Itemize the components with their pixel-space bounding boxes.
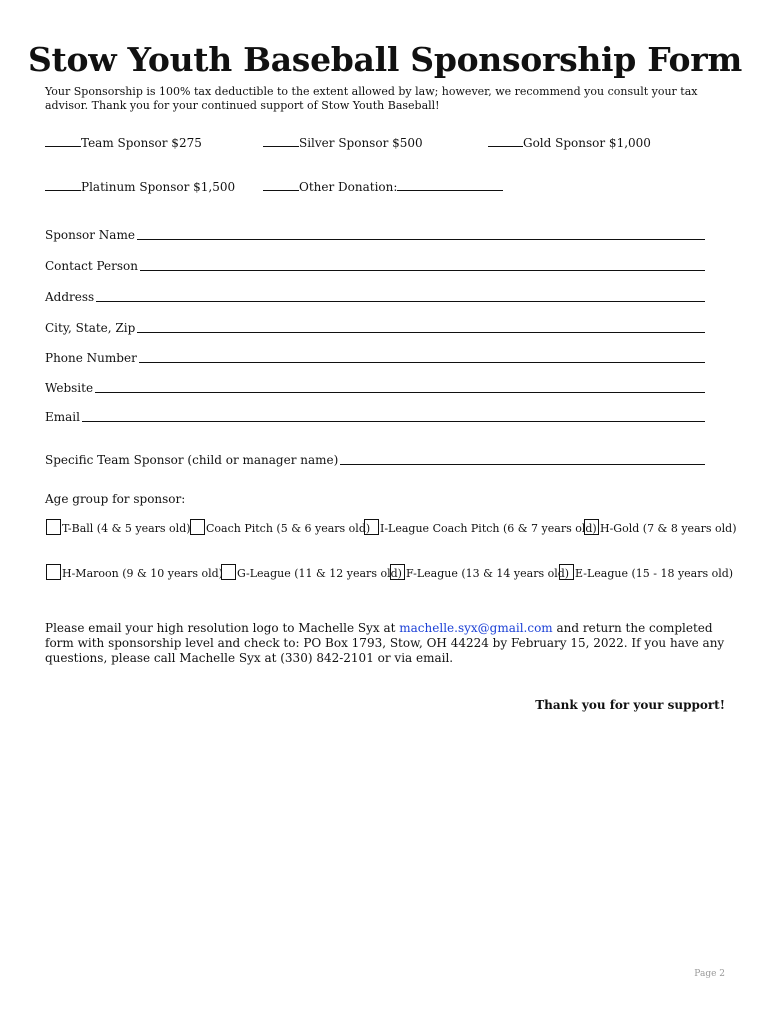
specific-team-field[interactable] bbox=[45, 453, 705, 467]
phone-line[interactable] bbox=[139, 362, 705, 363]
form-title: Stow Youth Baseball Sponsorship Form bbox=[28, 40, 742, 79]
phone-field[interactable] bbox=[45, 351, 705, 365]
age-option-f-league[interactable] bbox=[390, 564, 569, 580]
sponsor-name-field[interactable] bbox=[45, 228, 705, 242]
level-team bbox=[45, 136, 202, 150]
level-other bbox=[263, 180, 503, 194]
h-maroon-label: H-Maroon (9 & 10 years old) bbox=[62, 567, 223, 580]
level-gold bbox=[488, 136, 651, 150]
age-option-coach-pitch[interactable] bbox=[190, 519, 370, 535]
level-platinum-label: Platinum Sponsor $1,500 bbox=[81, 180, 236, 194]
g-league-checkbox[interactable] bbox=[221, 564, 236, 580]
h-gold-label: H-Gold (7 & 8 years old) bbox=[600, 522, 737, 535]
email-line[interactable] bbox=[82, 421, 705, 422]
contact-person-field[interactable] bbox=[45, 259, 705, 273]
i-league-label: I-League Coach Pitch (6 & 7 years old) bbox=[380, 522, 597, 535]
other-blank[interactable] bbox=[263, 190, 299, 191]
contact-person-label: Contact Person bbox=[45, 259, 138, 273]
e-league-label: E-League (15 - 18 years old) bbox=[575, 567, 734, 580]
age-option-tball[interactable] bbox=[46, 519, 191, 535]
level-silver-label: Silver Sponsor $500 bbox=[299, 136, 423, 150]
level-platinum bbox=[45, 180, 235, 194]
f-league-checkbox[interactable] bbox=[390, 564, 405, 580]
phone-label: Phone Number bbox=[45, 351, 137, 365]
sponsor-name-label: Sponsor Name bbox=[45, 228, 135, 242]
tball-label: T-Ball (4 & 5 years old) bbox=[62, 522, 191, 535]
age-option-e-league[interactable] bbox=[559, 564, 733, 580]
city-state-zip-field[interactable] bbox=[45, 321, 705, 335]
coach-pitch-checkbox[interactable] bbox=[190, 519, 205, 535]
e-league-checkbox[interactable] bbox=[559, 564, 574, 580]
contact-person-line[interactable] bbox=[140, 270, 705, 271]
team-blank[interactable] bbox=[45, 146, 81, 147]
h-gold-checkbox[interactable] bbox=[584, 519, 599, 535]
address-label: Address bbox=[45, 290, 95, 304]
i-league-checkbox[interactable] bbox=[364, 519, 379, 535]
city-state-zip-label: City, State, Zip bbox=[45, 321, 136, 335]
email-link[interactable]: machelle.syx@gmail.com bbox=[399, 621, 553, 635]
platinum-blank[interactable] bbox=[45, 190, 81, 191]
gold-blank[interactable] bbox=[488, 146, 523, 147]
website-field[interactable] bbox=[45, 381, 705, 395]
closing-text: Thank you for your support! bbox=[535, 698, 725, 712]
level-silver bbox=[263, 136, 423, 150]
instructions-after: and return the completed form with sponsorship level and check to: PO Box 1793, Stow, OH 44224 by February 15, 2022. If you have any questions, please call Machelle Syx at (330) 842-2101 or via email. bbox=[45, 621, 725, 665]
specific-team-label: Specific Team Sponsor (child or manager name) bbox=[45, 453, 339, 467]
age-option-h-gold[interactable] bbox=[584, 519, 737, 535]
f-league-label: F-League (13 & 14 years old) bbox=[406, 567, 570, 580]
website-label: Website bbox=[45, 381, 94, 395]
specific-team-line[interactable] bbox=[340, 464, 705, 465]
level-other-label: Other Donation: bbox=[299, 180, 398, 194]
g-league-label: G-League (11 & 12 years old) bbox=[237, 567, 402, 580]
age-option-i-league[interactable] bbox=[364, 519, 597, 535]
other-amount-line[interactable] bbox=[397, 190, 503, 191]
coach-pitch-label: Coach Pitch (5 & 6 years old) bbox=[206, 522, 371, 535]
h-maroon-checkbox[interactable] bbox=[46, 564, 61, 580]
email-field[interactable] bbox=[45, 410, 705, 424]
age-option-g-league[interactable] bbox=[221, 564, 402, 580]
instructions-paragraph bbox=[45, 621, 725, 666]
email-label: Email bbox=[45, 410, 80, 424]
tball-checkbox[interactable] bbox=[46, 519, 61, 535]
level-team-label: Team Sponsor $275 bbox=[81, 136, 202, 150]
age-option-h-maroon[interactable] bbox=[46, 564, 223, 580]
address-field[interactable] bbox=[45, 290, 705, 304]
intro-text: Your Sponsorship is 100% tax deductible to the extent allowed by law; however, we recommend you consult your tax advisor. Thank you for your continued support of Stow Youth Baseball! bbox=[45, 85, 698, 112]
sponsor-name-line[interactable] bbox=[137, 239, 705, 240]
instructions-before: Please email your high resolution logo to Machelle Syx at bbox=[45, 621, 400, 635]
age-group-label: Age group for sponsor: bbox=[45, 492, 186, 506]
website-line[interactable] bbox=[95, 392, 705, 393]
address-line[interactable] bbox=[96, 301, 705, 302]
silver-blank[interactable] bbox=[263, 146, 299, 147]
level-gold-label: Gold Sponsor $1,000 bbox=[523, 136, 651, 150]
city-state-zip-line[interactable] bbox=[137, 332, 705, 333]
page-number: Page 2 bbox=[694, 969, 725, 979]
